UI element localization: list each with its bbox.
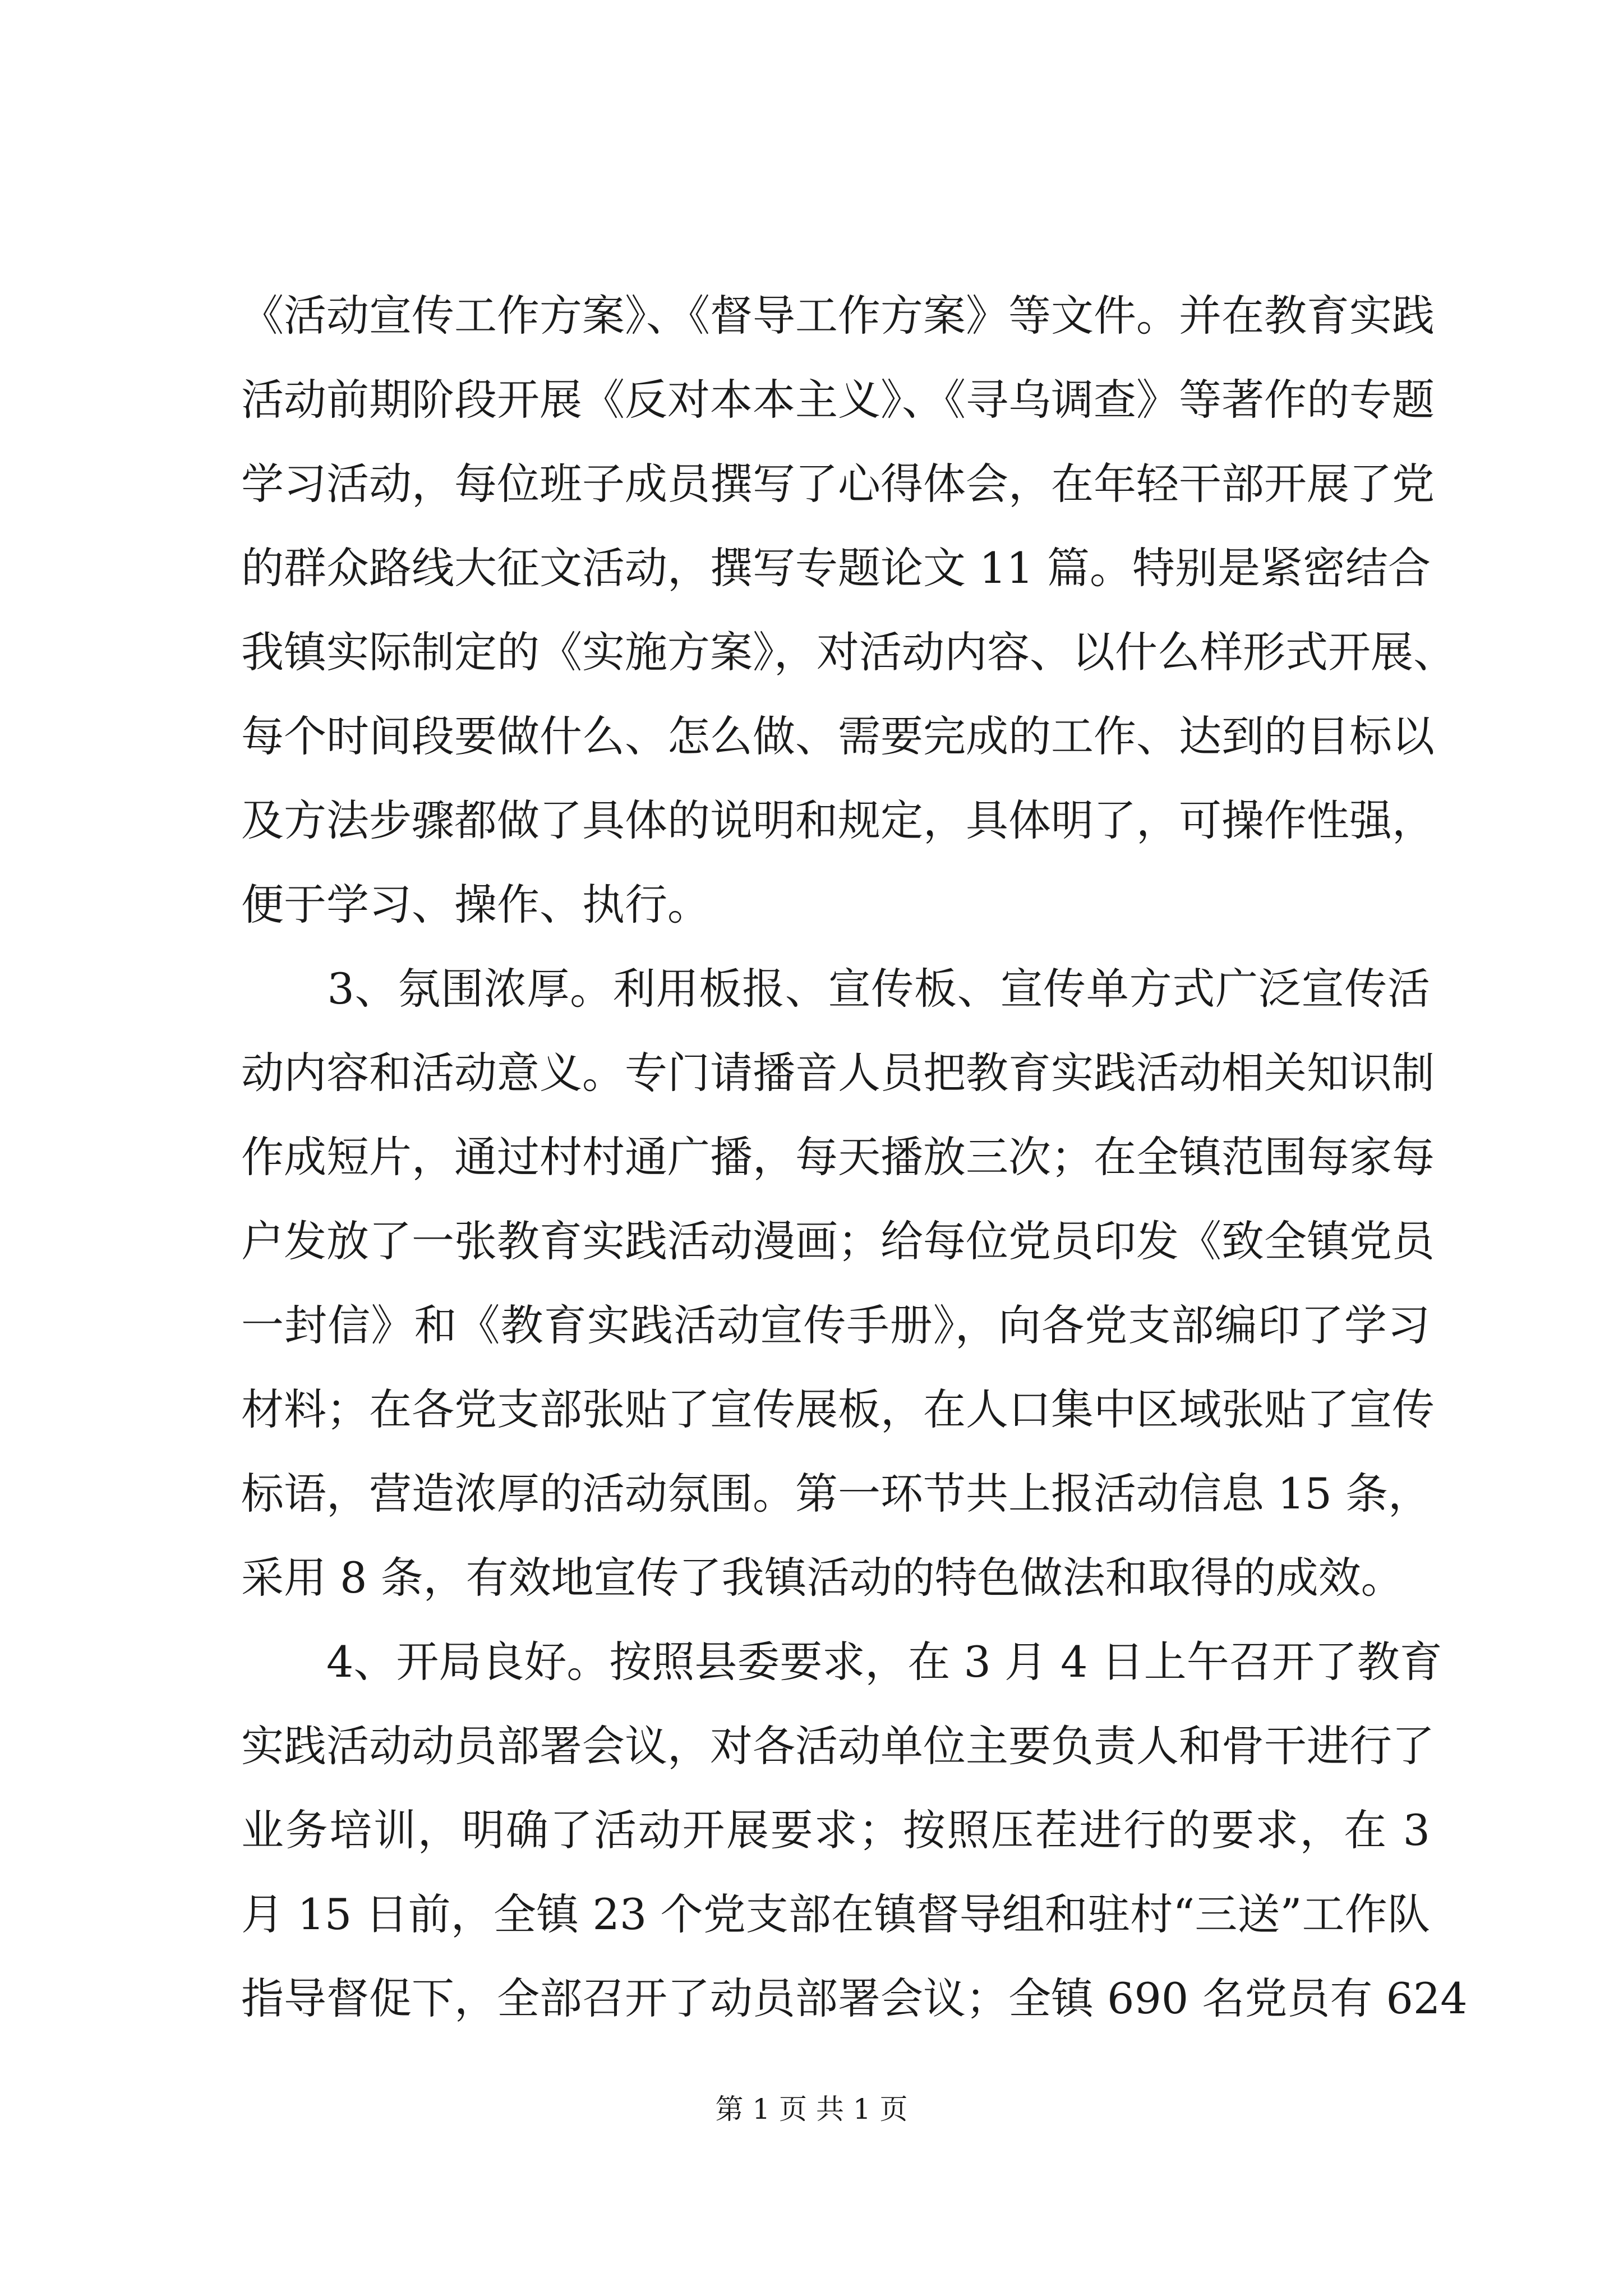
text-line: 作成短片，通过村村通广播，每天播放三次；在全镇范围每家每 <box>241 1132 1435 1182</box>
text-line: 《活动宣传工作方案》、《督导工作方案》等文件。并在教育实践 <box>241 291 1435 341</box>
text-line: 指导督促下，全部召开了动员部署会议；全镇 690 名党员有 624 <box>241 1973 1468 2023</box>
text-line: 采用 8 条，有效地宣传了我镇活动的特色做法和取得的成效。 <box>241 1553 1404 1603</box>
document-body <box>241 274 1468 2041</box>
text-line: 实践活动动员部署会议，对各活动单位主要负责人和骨干进行了 <box>241 1721 1435 1771</box>
text-line: 动内容和活动意义。专门请播音人员把教育实践活动相关知识制 <box>241 1048 1435 1098</box>
text-line: 户发放了一张教育实践活动漫画；给每位党员印发《致全镇党员 <box>241 1216 1435 1266</box>
text-line: 便于学习、操作、执行。 <box>241 880 710 930</box>
text-line: 学习活动，每位班子成员撰写了心得体会，在年轻干部开展了党 <box>241 459 1435 509</box>
text-line: 3、氛围浓厚。利用板报、宣传板、宣传单方式广泛宣传活 <box>241 964 1430 1014</box>
text-line: 活动前期阶段开展《反对本本主义》、《寻乌调查》等著作的专题 <box>241 375 1435 425</box>
page-footer <box>0 2090 1623 2129</box>
text-line: 4、开局良好。按照县委要求，在 3 月 4 日上午召开了教育 <box>241 1637 1442 1687</box>
text-line: 每个时间段要做什么、怎么做、需要完成的工作、达到的目标以 <box>241 711 1435 761</box>
text-line: 月 15 日前，全镇 23 个党支部在镇督导组和驻村“三送”工作队 <box>241 1889 1430 1939</box>
text-line: 业务培训，明确了活动开展要求；按照压茬进行的要求，在 3 <box>241 1805 1430 1855</box>
text-line: 及方法步骤都做了具体的说明和规定，具体明了，可操作性强， <box>241 795 1435 845</box>
text-line: 我镇实际制定的《实施方案》，对活动内容、以什么样形式开展、 <box>241 627 1456 677</box>
text-line: 一封信》和《教育实践活动宣传手册》，向各党支部编印了学习 <box>241 1300 1430 1350</box>
text-line: 的群众路线大征文活动，撰写专题论文 11 篇。特别是紧密结合 <box>241 543 1431 593</box>
page-number-label: 第 1 页 共 1 页 <box>715 2093 908 2125</box>
text-line: 标语，营造浓厚的活动氛围。第一环节共上报活动信息 15 条， <box>241 1469 1431 1519</box>
text-line: 材料；在各党支部张贴了宣传展板，在人口集中区域张贴了宣传 <box>241 1384 1435 1434</box>
